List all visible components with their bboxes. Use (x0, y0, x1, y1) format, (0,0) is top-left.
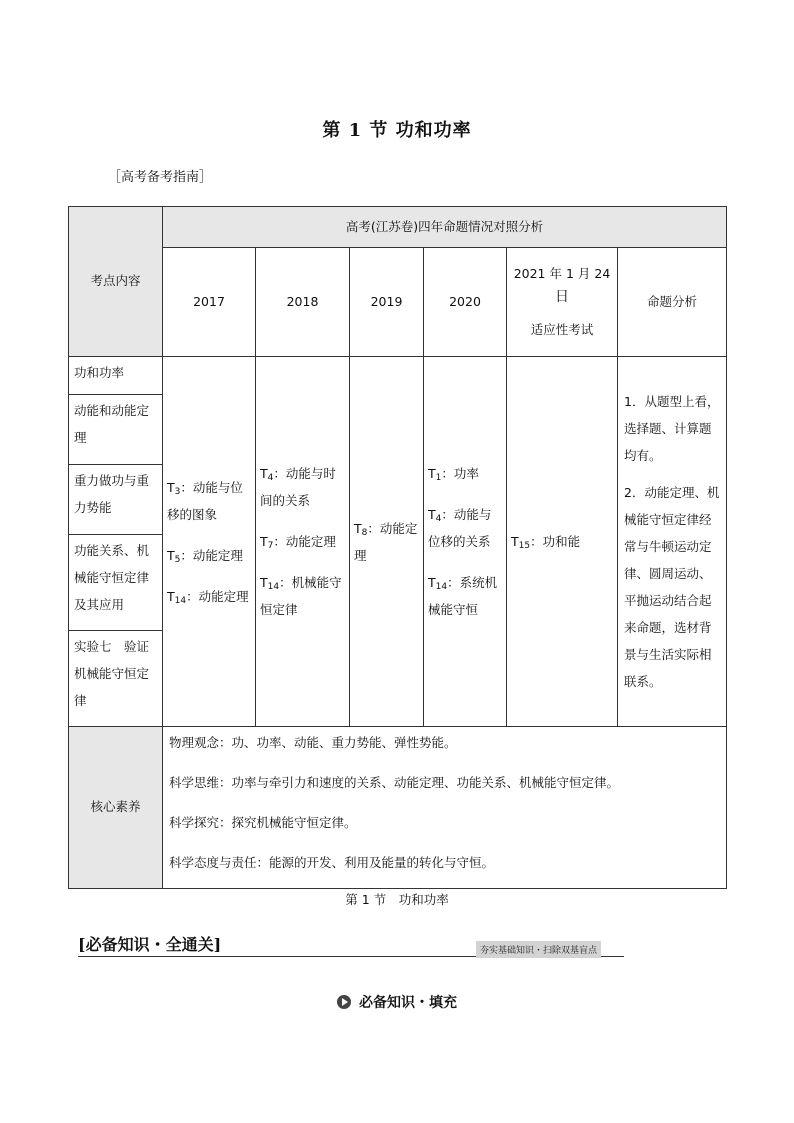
exam2021-line1: 2021 年 1 月 24 (513, 266, 611, 281)
core-item-2: 科学探究：探究机械能守恒定律。 (169, 815, 357, 830)
guide-label: ［高考备考指南］ (108, 170, 213, 185)
item-2020-0: $T_1$：功率 (428, 466, 479, 483)
core-item-3: 科学态度与责任：能源的开发、利用及能量的转化与守恒。 (169, 855, 495, 870)
group-header: 高考(江苏卷)四年命题情况对照分析 (163, 207, 727, 248)
topic-row-4: 实验七 验证机械能守恒定律 (69, 631, 163, 727)
core-cell (163, 727, 727, 889)
item-2019-0: $T_8$：动能定理 (354, 520, 418, 563)
year-header-2018: 2018 (256, 248, 350, 357)
section-heading: [必备知识・全通关] (78, 935, 222, 954)
cell-2017 (163, 357, 256, 727)
section-tag: 夯实基础知识・扫除双基盲点 (476, 941, 601, 958)
cell-2020 (424, 357, 507, 727)
item-2017-0: $T_3$：动能与位移的图象 (167, 479, 243, 522)
topic-row-0: 功和功率 (69, 357, 163, 395)
exam-analysis-table (68, 206, 727, 889)
exam2021-line3: 适应性考试 (530, 322, 594, 337)
analysis-header: 命题分析 (618, 248, 727, 357)
topic-row-3: 功能关系、机械能守恒定律及其应用 (69, 535, 163, 631)
item-2018-0: $T_4$：动能与时间的关系 (260, 466, 336, 508)
cell-2018 (256, 357, 350, 727)
item-2020-1: $T_4$：动能与位移的关系 (428, 507, 492, 549)
item-2017-1: $T_5$：动能定理 (167, 547, 243, 565)
item-2018-1: $T_7$：动能定理 (260, 534, 336, 551)
cell-2019 (350, 357, 424, 727)
subsection-heading (0, 992, 794, 1012)
topic-header: 考点内容 (69, 207, 163, 357)
topic-row-2: 重力做功与重力势能 (69, 465, 163, 535)
item-2017-2: $T_{14}$：动能定理 (167, 588, 249, 606)
core-item-0: 物理观念：功、功率、动能、重力势能、弹性势能。 (169, 735, 457, 750)
analysis-item-1: 2．动能定理、机械能守恒定律经常与牛顿运动定律、圆周运动、平抛运动结合起来命题，选材背景与生活实际相联系。 (624, 485, 720, 689)
item-2018-2: $T_{14}$：机械能守恒定律 (260, 575, 342, 617)
year-header-2020: 2020 (424, 248, 507, 357)
core-item-1: 科学思维：功率与牵引力和速度的关系、动能定理、功能关系、机械能守恒定律。 (169, 775, 620, 790)
year-header-2021 (507, 248, 618, 357)
cell-analysis (618, 357, 727, 727)
year-header-2017: 2017 (163, 248, 256, 357)
subsection-heading-text: 必备知识・填充 (359, 995, 457, 1011)
topic-row-1: 动能和动能定理 (69, 395, 163, 465)
play-circle-icon (337, 995, 351, 1009)
cell-2021 (507, 357, 618, 727)
table-caption: 第 1 节 功和功率 (345, 892, 449, 907)
item-2020-2: $T_{14}$：系统机械能守恒 (428, 575, 498, 617)
year-header-2019: 2019 (350, 248, 424, 357)
exam2021-line2: 日 (555, 289, 569, 305)
item-2021-0: $T_{15}$：功和能 (511, 534, 581, 551)
core-header: 核心素养 (69, 727, 163, 889)
analysis-item-0: 1．从题型上看，选择题、计算题均有。 (624, 394, 720, 463)
page-title: 第 1 节 功和功率 (322, 120, 472, 141)
